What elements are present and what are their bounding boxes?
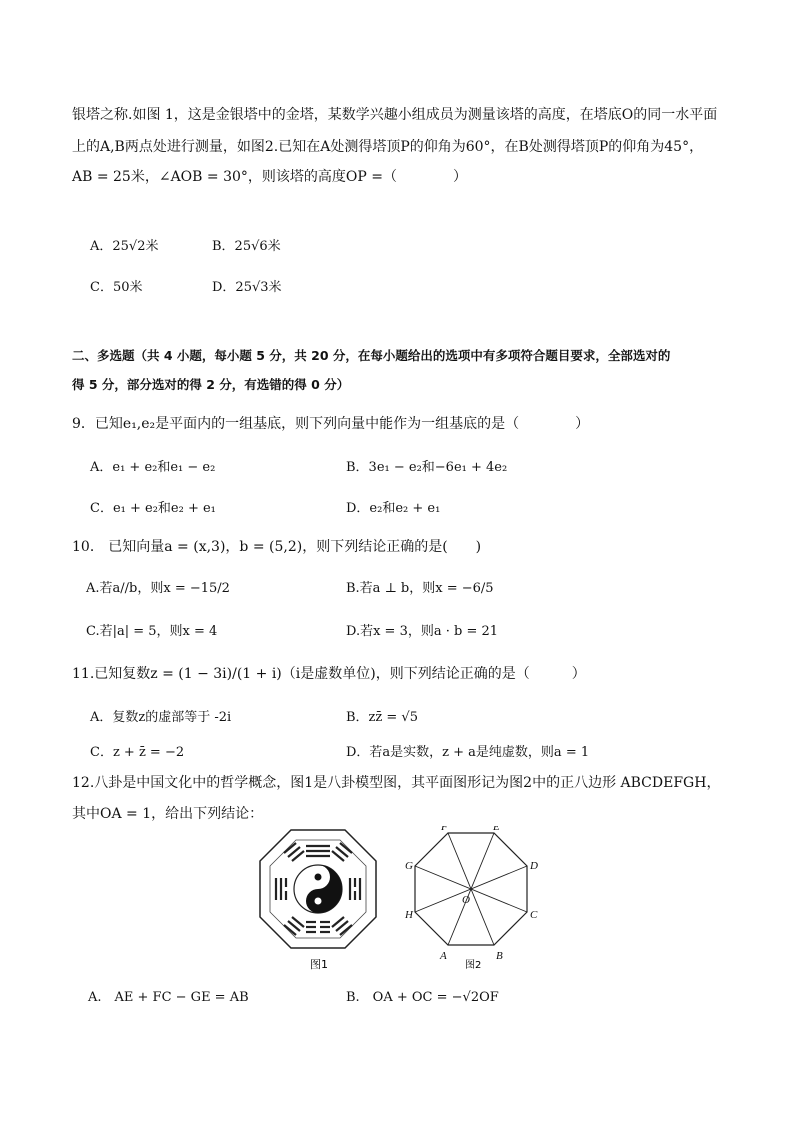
vertex-label-b: B [496,950,503,962]
section-heading-line-1: 二、多选题（共 4 小题，每小题 5 分，共 20 分，在每小题给出的选项中有多项符合题目要求，全部选对的 [72,348,671,363]
q10-option-c: C.若|a| = 5，则x = 4 [86,624,218,639]
figure-group [258,826,578,976]
q8-option-c: C．50米 [90,280,143,295]
q10-stem: 10． 已知向量a = (x,3)，b = (5,2)，则下列结论正确的是( ) [72,539,482,555]
q12-option-a: A. AE + FC − GE = AB [88,990,249,1005]
q10-option-a: A.若a//b，则x = −15/2 [86,581,230,596]
q11-option-a: A．复数z的虚部等于 -2i [90,710,232,725]
q9-option-a: A．e₁ + e₂和e₁ − e₂ [90,460,216,475]
q10-option-b: B.若a ⊥ b，则x = −6/5 [346,581,494,596]
q9-option-d: D．e₂和e₂ + e₁ [346,501,441,516]
figure-1-caption: 图1 [310,958,328,971]
q12-line-1: 12.八卦是中国文化中的哲学概念，图1是八卦模型图，其平面图形记为图2中的正八边形 ABCDEFGH， [72,775,721,791]
bagua-figures [258,826,578,976]
vertex-label-h: H [405,909,413,921]
taiji-icon [294,865,342,913]
q8-line-1: 银塔之称.如图 1，这是金银塔中的金塔，某数学兴趣小组成员为测量该塔的高度，在塔底O的同一水平面 [72,107,718,123]
q11-stem: 11.已知复数z = (1 − 3i)/(1 + i)（i是虚数单位)，则下列结论正确的是（ ） [72,666,586,682]
q10-option-d: D.若x = 3，则a · b = 21 [346,624,499,639]
bagua-model-figure [260,830,376,971]
q8-line-2: 上的A,B两点处进行测量，如图2.已知在A处测得塔顶P的仰角为60°，在B处测得塔顶P的仰角为45°， [72,139,704,155]
vertex-label-a: A [440,950,447,962]
vertex-label-o: O [462,894,470,906]
q9-option-c: C．e₁ + e₂和e₂ + e₁ [90,501,216,516]
vertex-label-e: E [493,826,500,833]
figure-2-caption: 图2 [465,960,482,971]
vertex-label-f: F [441,826,448,833]
q9-option-b: B．3e₁ − e₂和−6e₁ + 4e₂ [346,460,508,475]
q9-stem: 9．已知e₁,e₂是平面内的一组基底，则下列向量中能作为一组基底的是（ ） [72,416,590,432]
q11-option-c: C．z + z̄ = −2 [90,745,185,760]
octagon-figure [404,826,538,971]
q12-option-b: B. OA + OC = −√2OF [346,990,499,1005]
section-heading-line-2: 得 5 分，部分选对的得 2 分，有选错的得 0 分） [72,377,350,392]
q8-option-b: B．25√6米 [212,239,281,254]
q8-line-3: AB = 25米，∠AOB = 30°，则该塔的高度OP =（ ） [72,169,467,185]
q8-option-d: D．25√3米 [212,280,282,295]
vertex-label-g: G [405,860,413,872]
q11-option-b: B．zz̄ = √5 [346,710,418,725]
q11-option-d: D．若a是实数，z + a是纯虚数，则a = 1 [346,745,590,760]
vertex-label-d: D [530,860,538,872]
vertex-label-c: C [530,909,538,921]
q12-line-2: 其中OA = 1，给出下列结论： [72,806,264,822]
q8-option-a: A．25√2米 [90,239,159,254]
